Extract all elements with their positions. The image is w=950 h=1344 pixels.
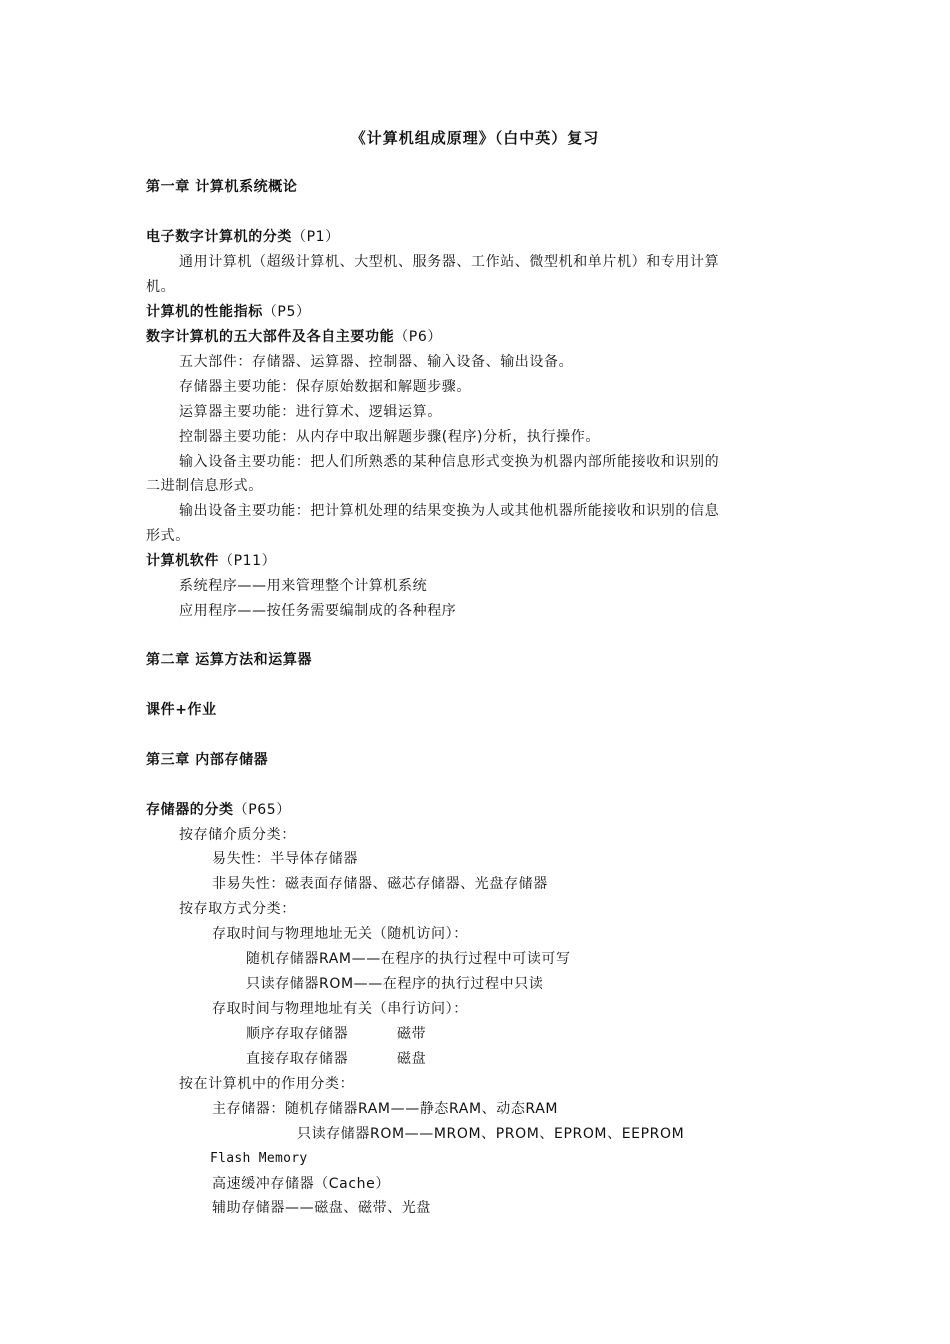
paragraph-line: 五大部件：存储器、运算器、控制器、输入设备、输出设备。 xyxy=(179,354,574,370)
chapter-2-note: 课件+作业 xyxy=(146,702,217,718)
page-reference: （P5） xyxy=(262,304,311,320)
section-heading xyxy=(146,303,311,321)
paragraph-line: 输出设备主要功能：把计算机处理的结果变换为人或其他机器所能接收和识别的信息 xyxy=(179,503,720,519)
outline-item: 按存储介质分类： xyxy=(179,827,296,843)
page-reference: （P11） xyxy=(219,553,277,569)
outline-item: Flash Memory xyxy=(210,1151,308,1166)
outline-item: 按在计算机中的作用分类： xyxy=(179,1076,355,1092)
paragraph-line: 机。 xyxy=(146,279,176,295)
outline-item: 只读存储器ROM——MROM、PROM、EPROM、EEPROM xyxy=(297,1126,685,1142)
section-title: 计算机的性能指标 xyxy=(146,304,263,320)
paragraph-line: 二进制信息形式。 xyxy=(146,478,263,494)
page-reference: （P1） xyxy=(292,229,340,245)
outline-item: 高速缓冲存储器（Cache） xyxy=(212,1176,390,1192)
outline-item: 随机存储器RAM——在程序的执行过程中可读可写 xyxy=(246,951,571,967)
outline-item: 辅助存储器——磁盘、磁带、光盘 xyxy=(212,1200,431,1216)
outline-item: 按存取方式分类： xyxy=(179,901,296,917)
chapter-2-heading: 第二章 运算方法和运算器 xyxy=(146,652,313,668)
outline-item-value: 磁盘 xyxy=(397,1051,427,1067)
section-heading xyxy=(146,552,276,570)
outline-item: 非易失性：磁表面存储器、磁芯存储器、光盘存储器 xyxy=(212,876,548,892)
outline-item: 主存储器：随机存储器RAM——静态RAM、动态RAM xyxy=(212,1101,559,1117)
paragraph-line: 通用计算机（超级计算机、大型机、服务器、工作站、微型机和单片机）和专用计算 xyxy=(179,254,720,270)
paragraph-line: 运算器主要功能：进行算术、逻辑运算。 xyxy=(179,404,442,420)
page-reference: （P65） xyxy=(233,802,291,818)
section-title: 数字计算机的五大部件及各自主要功能 xyxy=(146,329,395,345)
section-heading xyxy=(146,801,291,819)
section-title: 存储器的分类 xyxy=(146,802,234,818)
paragraph-line: 控制器主要功能：从内存中取出解题步骤(程序)分析，执行操作。 xyxy=(179,429,600,445)
paragraph-line: 形式。 xyxy=(146,528,190,544)
section-title: 计算机软件 xyxy=(146,553,219,569)
outline-item: 存取时间与物理地址有关（串行访问）： xyxy=(212,1001,468,1017)
outline-item-value: 磁带 xyxy=(397,1026,427,1042)
paragraph-line: 存储器主要功能：保存原始数据和解题步骤。 xyxy=(179,379,471,395)
paragraph-line: 输入设备主要功能：把人们所熟悉的某种信息形式变换为机器内部所能接收和识别的 xyxy=(179,454,720,470)
document-title: 《计算机组成原理》（白中英）复习 xyxy=(350,129,600,147)
chapter-1-heading: 第一章 计算机系统概论 xyxy=(146,179,298,195)
outline-item: 存取时间与物理地址无关（随机访问）： xyxy=(212,926,468,942)
chapter-3-heading: 第三章 内部存储器 xyxy=(146,752,269,768)
page-reference: （P6） xyxy=(394,329,442,345)
outline-item-label: 直接存取存储器 xyxy=(246,1051,349,1067)
outline-item: 只读存储器ROM——在程序的执行过程中只读 xyxy=(246,976,544,992)
outline-item: 易失性：半导体存储器 xyxy=(212,851,358,867)
outline-item-label: 顺序存取存储器 xyxy=(246,1026,349,1042)
paragraph-line: 系统程序——用来管理整个计算机系统 xyxy=(179,578,428,594)
section-title: 电子数字计算机的分类 xyxy=(146,229,292,245)
section-heading xyxy=(146,228,340,246)
section-heading xyxy=(146,328,442,346)
paragraph-line: 应用程序——按任务需要编制成的各种程序 xyxy=(179,603,457,619)
